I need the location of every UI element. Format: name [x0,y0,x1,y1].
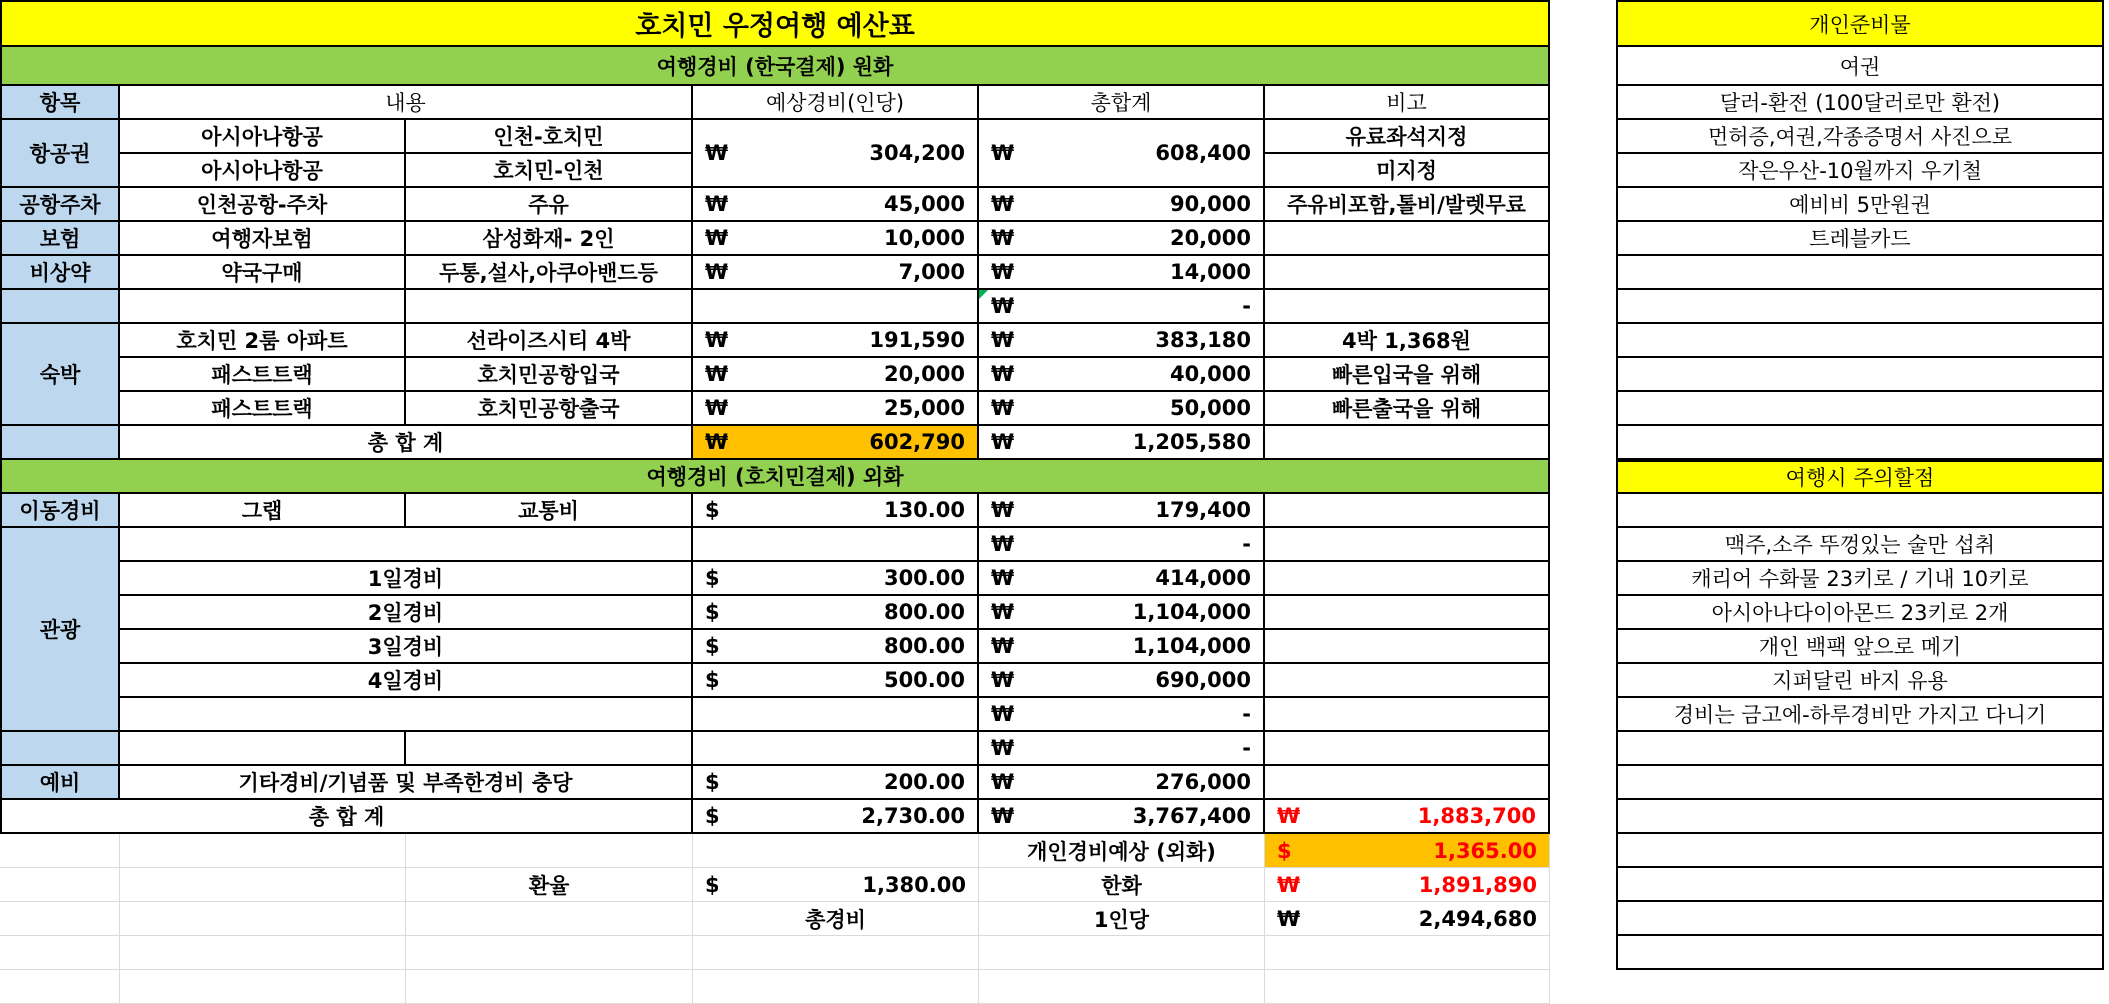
note-cell[interactable] [1265,596,1550,630]
item-detail[interactable]: 선라이즈시티 4박 [406,324,693,358]
exchange-krw-value[interactable] [1265,868,1550,902]
blank-cell[interactable] [0,868,120,902]
personal-foreign-value[interactable] [1265,834,1550,868]
amount-value: 179,400 [1155,498,1251,522]
amount-value: - [1242,736,1251,760]
caution-item[interactable] [1616,494,2104,528]
amount-value: 1,380.00 [862,872,966,897]
amount-value: 20,000 [1169,226,1251,250]
blank-cell[interactable] [0,834,120,868]
amount-value: 800.00 [883,634,965,658]
amount-value: 500.00 [883,668,965,692]
blank-cell[interactable] [0,970,120,1004]
estimate-cell[interactable] [693,664,979,698]
amount-value: 304,200 [869,141,965,165]
total-cell[interactable] [979,664,1265,698]
item-detail[interactable]: 호치민공항출국 [406,392,693,426]
caution-item[interactable] [1616,732,2104,766]
amount-value: 602,790 [869,430,965,454]
note-cell[interactable] [1265,630,1550,664]
item-name[interactable]: 3일경비 [120,630,693,664]
amount-value: 276,000 [1155,770,1251,794]
note-cell[interactable] [1265,562,1550,596]
amount-value: 414,000 [1155,566,1251,590]
total-cell[interactable] [979,222,1265,256]
item-name[interactable]: 패스트트랙 [120,358,406,392]
amount-value: 1,891,890 [1418,872,1537,897]
item-name[interactable] [120,290,406,324]
amount-value: 3,767,400 [1132,804,1251,828]
prep-item[interactable] [1616,290,2104,324]
personal-foreign-label[interactable]: 개인경비예상 (외화) [979,834,1265,868]
caution-item[interactable] [1616,800,2104,834]
estimate-cell[interactable] [693,188,979,222]
currency-symbol: ₩ [705,260,729,284]
estimate-cell[interactable] [693,290,979,324]
amount-value: 130.00 [883,498,965,522]
category-empty[interactable] [0,290,120,324]
item-name[interactable]: 약국구매 [120,256,406,290]
currency-symbol: $ [705,872,720,897]
header-note[interactable]: 비고 [1265,86,1550,120]
item-detail[interactable]: 교통비 [406,494,693,528]
amount-value: 2,730.00 [861,804,965,828]
currency-symbol: ₩ [705,328,729,352]
amount-value: 300.00 [883,566,965,590]
currency-symbol: ₩ [991,804,1015,828]
blank-cell[interactable] [693,970,979,1004]
currency-symbol: ₩ [705,141,729,165]
total-cell[interactable] [979,766,1265,800]
prep-item[interactable] [1616,392,2104,426]
note-cell[interactable]: 미지정 [1265,154,1550,188]
amount-value: 10,000 [883,226,965,250]
amount-value: - [1242,294,1251,318]
note-cell[interactable]: 유료좌석지정 [1265,120,1550,154]
blank-cell[interactable] [406,834,693,868]
amount-value: 90,000 [1169,192,1251,216]
amount-value: 2,494,680 [1418,906,1537,931]
amount-value: 1,883,700 [1417,804,1536,828]
prep-item[interactable]: 달러-환전 (100달러로만 환전) [1616,86,2104,120]
category-medicine[interactable]: 비상약 [0,256,120,290]
item-name[interactable]: 호치민 2룸 아파트 [120,324,406,358]
currency-symbol: ₩ [991,294,1015,318]
currency-symbol: ₩ [705,430,729,454]
note-cell[interactable] [1265,698,1550,732]
item-detail[interactable]: 호치민-인천 [406,154,693,188]
currency-symbol: ₩ [991,328,1015,352]
currency-symbol: ₩ [991,396,1015,420]
blank-cell[interactable] [0,902,120,936]
item-name[interactable]: 인천공항-주차 [120,188,406,222]
blank-cell[interactable] [120,868,406,902]
item-name[interactable]: 그랩 [120,494,406,528]
currency-symbol: ₩ [705,226,729,250]
estimate-cell[interactable] [693,324,979,358]
currency-symbol: ₩ [1277,804,1301,828]
currency-symbol: ₩ [1277,872,1301,897]
prep-item[interactable]: 트레블카드 [1616,222,2104,256]
estimate-cell[interactable] [693,630,979,664]
total-cell[interactable] [979,596,1265,630]
note-cell[interactable] [1265,528,1550,562]
currency-symbol: ₩ [991,668,1015,692]
currency-symbol: ₩ [991,430,1015,454]
amount-value: 191,590 [869,328,965,352]
category-flight[interactable]: 항공권 [0,120,120,188]
item-detail[interactable]: 호치민공항입국 [406,358,693,392]
item-name[interactable]: 기타경비/기념품 및 부족한경비 충당 [120,766,693,800]
blank-cell[interactable] [1265,936,1550,970]
currency-symbol: ₩ [705,192,729,216]
estimate-cell[interactable] [693,256,979,290]
per-person-label[interactable]: 1인당 [979,902,1265,936]
amount-value: 1,365.00 [1433,838,1537,863]
currency-symbol: $ [705,770,720,794]
currency-symbol: ₩ [1277,906,1301,931]
foreign-total-label[interactable]: 총 합 계 [0,800,693,834]
sheet-title[interactable]: 호치민 우정여행 예산표 [0,0,1550,47]
currency-symbol: $ [1277,838,1292,863]
total-cell-flight[interactable] [979,120,1265,188]
currency-symbol: ₩ [991,600,1015,624]
prep-item[interactable]: 여권 [1616,47,2104,86]
blank-cell[interactable] [406,902,693,936]
note-cell[interactable] [1265,732,1550,766]
item-detail[interactable]: 주유 [406,188,693,222]
blank-cell[interactable] [406,936,693,970]
amount-value: 45,000 [883,192,965,216]
item-detail[interactable]: 인천-호치민 [406,120,693,154]
currency-symbol: $ [705,498,720,522]
blank-cell[interactable] [979,970,1265,1004]
estimate-cell[interactable] [693,494,979,528]
blank-cell[interactable] [120,834,406,868]
estimate-cell[interactable] [693,766,979,800]
total-cell[interactable] [979,698,1265,732]
total-cell[interactable] [979,358,1265,392]
header-estimate[interactable]: 예상경비(인당) [693,86,979,120]
note-cell[interactable] [1265,256,1550,290]
item-detail[interactable] [406,732,693,766]
currency-symbol: $ [705,566,720,590]
total-cell[interactable] [979,188,1265,222]
item-name[interactable]: 1일경비 [120,562,693,596]
exchange-label[interactable]: 환율 [406,868,693,902]
prep-item[interactable] [1616,256,2104,290]
prep-item[interactable]: 먼허증,여권,각종증명서 사진으로 [1616,120,2104,154]
amount-value: 690,000 [1155,668,1251,692]
per-person-value[interactable] [1265,902,1550,936]
amount-value: 7,000 [898,260,965,284]
category-empty[interactable] [0,426,120,460]
item-name[interactable]: 2일경비 [120,596,693,630]
currency-symbol: ₩ [991,770,1015,794]
category-empty[interactable] [0,732,120,766]
blank-cell[interactable] [1265,970,1550,1004]
item-name[interactable]: 아시아나항공 [120,154,406,188]
blank-cell[interactable] [979,936,1265,970]
prep-item[interactable] [1616,324,2104,358]
item-name[interactable] [120,528,693,562]
note-cell[interactable]: 빠른입국을 위해 [1265,358,1550,392]
note-cell[interactable] [1265,290,1550,324]
caution-item[interactable]: 맥주,소주 뚜껑있는 술만 섭취 [1616,528,2104,562]
krw-total-sum[interactable] [979,426,1265,460]
currency-symbol: ₩ [991,192,1015,216]
currency-symbol: ₩ [991,141,1015,165]
category-parking[interactable]: 공항주차 [0,188,120,222]
exchange-rate[interactable] [693,868,979,902]
currency-symbol: ₩ [991,634,1015,658]
amount-value: 25,000 [883,396,965,420]
section-header-foreign[interactable]: 여행경비 (호치민결제) 외화 [0,460,1550,494]
estimate-cell[interactable] [693,392,979,426]
prep-item[interactable] [1616,426,2104,460]
item-name[interactable]: 4일경비 [120,664,693,698]
category-transport[interactable]: 이동경비 [0,494,120,528]
header-total[interactable]: 총합계 [979,86,1265,120]
blank-cell[interactable] [120,902,406,936]
total-cell[interactable] [979,290,1265,324]
currency-symbol: ₩ [705,396,729,420]
item-detail[interactable]: 삼성화재- 2인 [406,222,693,256]
blank-cell[interactable] [120,936,406,970]
amount-value: 200.00 [883,770,965,794]
section-header-krw[interactable]: 여행경비 (한국결제) 원화 [0,47,1550,86]
amount-value: 1,205,580 [1132,430,1251,454]
currency-symbol: ₩ [991,736,1015,760]
blank-cell[interactable] [693,834,979,868]
total-cell[interactable] [979,630,1265,664]
currency-symbol: $ [705,804,720,828]
currency-symbol: $ [705,600,720,624]
foreign-total-estimate[interactable] [693,800,979,834]
prep-item[interactable] [1616,358,2104,392]
note-cell[interactable] [1265,664,1550,698]
category-tour[interactable]: 관광 [0,528,120,732]
total-cell[interactable] [979,562,1265,596]
amount-value: - [1242,532,1251,556]
caution-item[interactable]: 지퍼달린 바지 유용 [1616,664,2104,698]
estimate-cell[interactable] [693,358,979,392]
total-cell[interactable] [979,494,1265,528]
caution-item[interactable] [1616,902,2104,936]
caution-item[interactable] [1616,834,2104,868]
caution-item[interactable] [1616,868,2104,902]
item-detail[interactable] [406,290,693,324]
prep-item[interactable]: 예비비 5만원권 [1616,188,2104,222]
amount-value: 383,180 [1155,328,1251,352]
note-cell[interactable] [1265,426,1550,460]
estimate-cell[interactable] [693,528,979,562]
total-cell[interactable] [979,324,1265,358]
amount-value: 800.00 [883,600,965,624]
grand-total-label[interactable]: 총경비 [693,902,979,936]
currency-symbol: ₩ [705,362,729,386]
amount-value: 1,104,000 [1132,634,1251,658]
foreign-total-half[interactable] [1265,800,1550,834]
category-lodging[interactable]: 숙박 [0,324,120,426]
krw-total-estimate[interactable] [693,426,979,460]
amount-value: 20,000 [883,362,965,386]
estimate-cell[interactable] [693,596,979,630]
prep-title[interactable]: 개인준비물 [1616,0,2104,47]
amount-value: - [1242,702,1251,726]
caution-item[interactable]: 캐리어 수화물 23키로 / 기내 10키로 [1616,562,2104,596]
amount-value: 50,000 [1169,396,1251,420]
note-cell[interactable]: 4박 1,368원 [1265,324,1550,358]
category-reserve[interactable]: 예비 [0,766,120,800]
currency-symbol: ₩ [991,362,1015,386]
currency-symbol: ₩ [991,532,1015,556]
currency-symbol: ₩ [991,226,1015,250]
caution-item[interactable]: 경비는 금고에-하루경비만 가지고 다니기 [1616,698,2104,732]
total-cell[interactable] [979,256,1265,290]
category-insurance[interactable]: 보험 [0,222,120,256]
comment-indicator-icon [979,290,988,299]
blank-cell[interactable] [693,936,979,970]
blank-cell[interactable] [120,970,406,1004]
item-name[interactable] [120,732,406,766]
note-cell[interactable]: 빠른출국을 위해 [1265,392,1550,426]
note-cell[interactable] [1265,766,1550,800]
caution-item[interactable]: 개인 백팩 앞으로 메기 [1616,630,2104,664]
blank-cell[interactable] [406,970,693,1004]
item-name[interactable]: 패스트트랙 [120,392,406,426]
caution-item[interactable] [1616,766,2104,800]
estimate-cell[interactable] [693,732,979,766]
caution-item[interactable] [1616,936,2104,970]
estimate-cell[interactable] [693,562,979,596]
prep-item[interactable]: 작은우산-10월까지 우기철 [1616,154,2104,188]
caution-title[interactable]: 여행시 주의할점 [1616,460,2104,494]
krw-total-label[interactable]: 총 합 계 [120,426,693,460]
currency-symbol: ₩ [991,566,1015,590]
note-cell[interactable] [1265,222,1550,256]
header-item[interactable]: 항목 [0,86,120,120]
currency-symbol: $ [705,668,720,692]
amount-value: 40,000 [1169,362,1251,386]
blank-cell[interactable] [0,936,120,970]
estimate-cell[interactable] [693,222,979,256]
currency-symbol: ₩ [991,260,1015,284]
amount-value: 1,104,000 [1132,600,1251,624]
caution-item[interactable]: 아시아나다이아몬드 23키로 2개 [1616,596,2104,630]
item-detail[interactable]: 두통,설사,아쿠아밴드등 [406,256,693,290]
total-cell[interactable] [979,528,1265,562]
estimate-cell-flight[interactable] [693,120,979,188]
header-content[interactable]: 내용 [120,86,693,120]
item-name[interactable]: 아시아나항공 [120,120,406,154]
amount-value: 14,000 [1169,260,1251,284]
currency-symbol: ₩ [991,702,1015,726]
note-cell[interactable] [1265,494,1550,528]
currency-symbol: ₩ [991,498,1015,522]
item-name[interactable]: 여행자보험 [120,222,406,256]
exchange-krw-label[interactable]: 한화 [979,868,1265,902]
amount-value: 608,400 [1155,141,1251,165]
item-name[interactable] [120,698,693,732]
foreign-total-sum[interactable] [979,800,1265,834]
currency-symbol: $ [705,634,720,658]
note-cell[interactable]: 주유비포함,톨비/발렛무료 [1265,188,1550,222]
total-cell[interactable] [979,732,1265,766]
total-cell[interactable] [979,392,1265,426]
estimate-cell[interactable] [693,698,979,732]
